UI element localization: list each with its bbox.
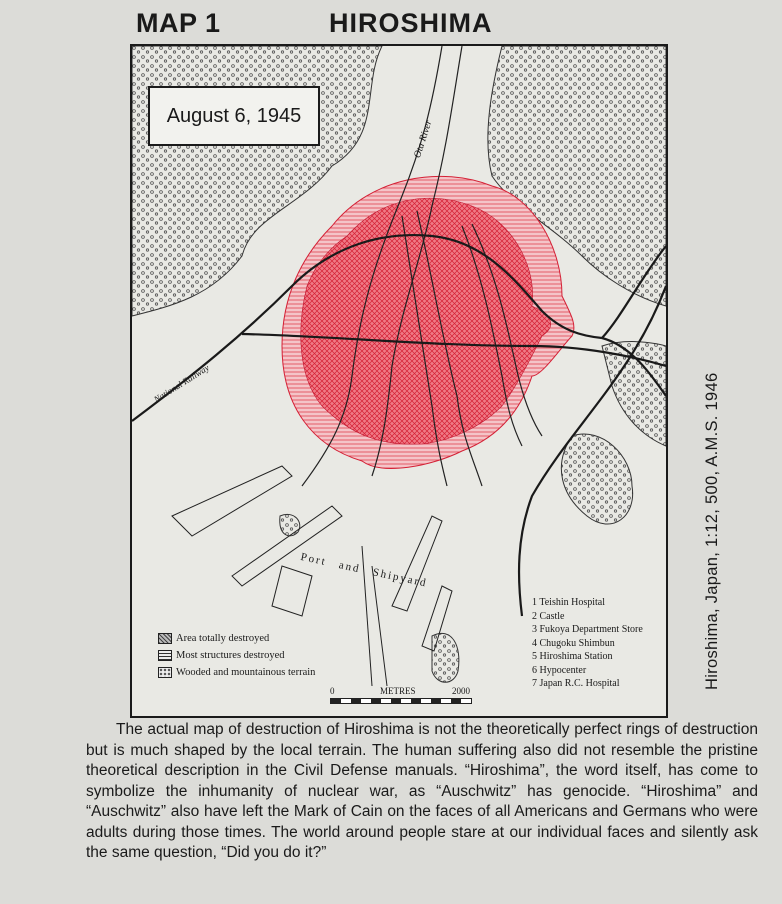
island-east xyxy=(561,434,632,524)
place-item: 7 Japan R.C. Hospital xyxy=(532,678,620,689)
place-item: 2 Castle xyxy=(532,610,565,622)
place-item: 4 Chugoku Shimbun xyxy=(532,637,615,649)
legend xyxy=(158,630,315,681)
place-item: 1 Teishin Hospital xyxy=(532,597,606,608)
legend-label: Area totally destroyed xyxy=(176,633,270,644)
railway-label: National Railway xyxy=(152,362,211,405)
map-title: HIROSHIMA xyxy=(329,8,493,38)
hatch-swatch-icon xyxy=(158,650,172,661)
legend-label: Wooded and mountainous terrain xyxy=(176,667,316,678)
crosshatch-swatch-icon xyxy=(158,633,172,644)
island-south xyxy=(432,633,459,682)
scale-bar-graphic xyxy=(330,698,472,704)
port-label: Port and Shipyard xyxy=(299,551,429,590)
legend-item xyxy=(158,630,315,647)
place-item: 6 Hypocenter xyxy=(532,664,587,676)
place-list xyxy=(532,596,652,691)
scale-unit: METRES xyxy=(380,686,416,696)
scale-start: 0 xyxy=(330,686,335,696)
map-number-label: MAP 1 xyxy=(136,8,221,38)
legend-item xyxy=(158,647,315,664)
stipple-swatch-icon xyxy=(158,667,172,678)
body-paragraph: The actual map of destruction of Hiroshima is not the theoretically perfect rings of destruction but is much shaped by the local terrain. The human suffering also did not resemble the pristine theoretical description in the Civil Defense manuals. “Hiroshima”, the word itself, has come to symbolize the inhumanity of nuclear war, as “Auschwitz” has genocide. “Hiroshima” and “Auschwitz” also have left the Mark of Cain on the faces of all Americans and Germans who were adults during those times. The world around people stare at our individual faces and silently ask the same question, “Did you do it?” xyxy=(86,721,758,861)
island-small xyxy=(280,514,300,535)
legend-label: Most structures destroyed xyxy=(176,650,285,661)
river-label: Ota River xyxy=(412,118,435,160)
map-panel xyxy=(130,44,668,718)
map-source-caption: Hiroshima, Japan, 1:12, 500, A.M.S. 1946 xyxy=(703,372,721,690)
place-item: 3 Fukoya Department Store xyxy=(532,624,643,635)
scale-end: 2000 xyxy=(452,686,470,696)
place-item: 5 Hiroshima Station xyxy=(532,651,613,662)
header xyxy=(0,6,782,40)
date-box: August 6, 1945 xyxy=(148,86,320,146)
legend-item xyxy=(158,664,315,681)
